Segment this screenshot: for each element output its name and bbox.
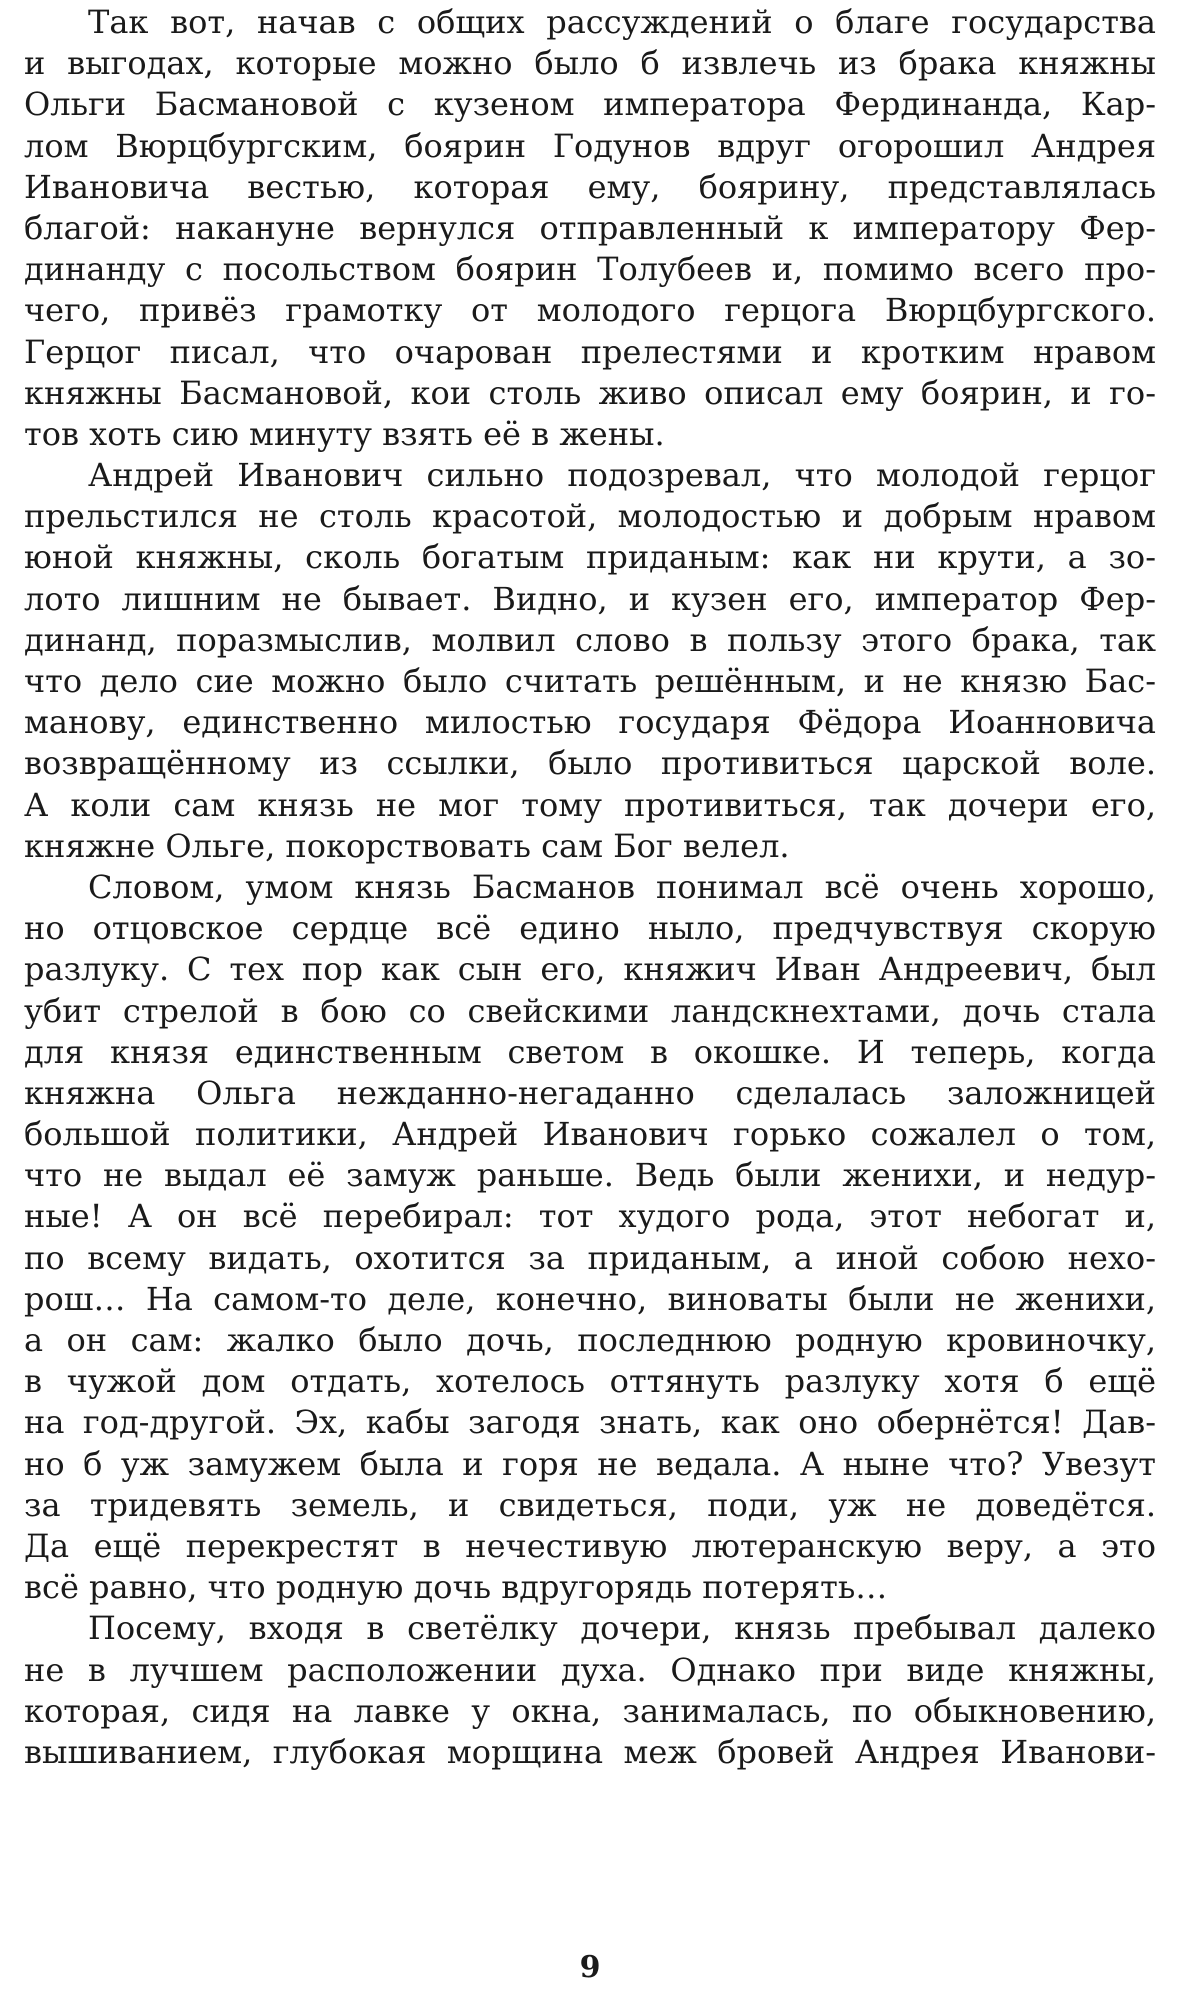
- text-line: и выгодах, которые можно было б извлечь из брака княжны: [24, 44, 1156, 83]
- text-line: Ольги Басмановой с кузеном императора Фердинанда, Кар-: [24, 85, 1156, 124]
- text-line: для князя единственным светом в окошке. И теперь, когда: [24, 1032, 1156, 1071]
- text-line: возвращённому из ссылки, было противиться царской воле.: [24, 744, 1156, 783]
- text-line: прельстился не столь красотой, молодостью и добрым нравом: [24, 497, 1156, 536]
- text-line: что дело сие можно было считать решённым, и не князю Бас-: [24, 662, 1156, 700]
- paragraph: [24, 2, 1156, 455]
- text-line: не в лучшем расположении духа. Однако при виде княжны,: [24, 1650, 1156, 1689]
- text-line: княжна Ольга нежданно-негаданно сделалась заложницей: [24, 1073, 1156, 1112]
- text-line: по всему видать, охотится за приданым, а иной собою нехо-: [24, 1238, 1156, 1277]
- text-line: тов хоть сию минуту взять её в жены.: [24, 414, 665, 453]
- text-line: но отцовское сердце всё едино ныло, предчувствуя скорую: [24, 909, 1156, 948]
- body-text: [24, 2, 1156, 1773]
- text-line: вышиванием, глубокая морщина меж бровей Андрея Иванови-: [24, 1732, 1156, 1771]
- text-line: благой: накануне вернулся отправленный к императору Фер-: [24, 208, 1156, 247]
- text-line: которая, сидя на лавке у окна, занималась, по обыкновению,: [24, 1691, 1156, 1730]
- text-line: Андрей Иванович сильно подозревал, что молодой герцог: [88, 456, 1156, 495]
- text-line: княжне Ольге, покорствовать сам Бог велел.: [24, 826, 790, 865]
- text-line: убит стрелой в бою со свейскими ландскнехтами, дочь стала: [24, 991, 1156, 1030]
- text-line: рош… На самом-то деле, конечно, виноваты были не женихи,: [24, 1279, 1156, 1318]
- text-line: ные! А он всё перебирал: тот худого рода, этот небогат и,: [24, 1197, 1156, 1236]
- text-line: Да ещё перекрестят в нечестивую лютеранскую веру, а это: [24, 1526, 1156, 1565]
- text-line: динанду с посольством боярин Толубеев и, помимо всего про-: [24, 250, 1156, 289]
- text-line: всё равно, что родную дочь вдругорядь потерять…: [24, 1568, 888, 1607]
- paragraph: [24, 1608, 1156, 1773]
- text-line: Словом, умом князь Басманов понимал всё очень хорошо,: [88, 867, 1156, 906]
- text-line: в чужой дом отдать, хотелось оттянуть разлуку хотя б ещё: [24, 1362, 1156, 1401]
- text-line: но б уж замужем была и горя не ведала. А ныне что? Увезут: [24, 1444, 1156, 1483]
- text-line: княжны Басмановой, кои столь живо описал ему боярин, и го-: [24, 373, 1156, 412]
- text-line: большой политики, Андрей Иванович горько сожалел о том,: [24, 1115, 1156, 1154]
- text-line: юной княжны, сколь богатым приданым: как ни крути, а зо-: [24, 538, 1156, 577]
- text-line: Ивановича вестью, которая ему, боярину, представлялась: [24, 167, 1156, 206]
- text-line: динанд, поразмыслив, молвил слово в пользу этого брака, так: [24, 620, 1156, 659]
- book-page: [24, 0, 1156, 2000]
- text-line: Герцог писал, что очарован прелестями и кротким нравом: [24, 332, 1156, 371]
- text-line: лом Вюрцбургским, боярин Годунов вдруг огорошил Андрея: [24, 126, 1156, 165]
- text-line: на год-другой. Эх, кабы загодя знать, как оно обернётся! Дав-: [24, 1403, 1156, 1442]
- page-number: 9: [579, 1950, 601, 1985]
- text-line: Посему, входя в светёлку дочери, князь пребывал далеко: [88, 1609, 1156, 1648]
- text-line: за тридевять земель, и свидеться, поди, уж не доведётся.: [24, 1485, 1156, 1524]
- paragraph: [24, 455, 1156, 867]
- text-line: манову, единственно милостью государя Фёдора Иоанновича: [24, 703, 1156, 742]
- text-line: а он сам: жалко было дочь, последнюю родную кровиночку,: [24, 1321, 1156, 1359]
- paragraph: [24, 867, 1156, 1608]
- text-line: разлуку. С тех пор как сын его, княжич Иван Андреевич, был: [24, 950, 1156, 989]
- text-line: Так вот, начав с общих рассуждений о благе государства: [88, 3, 1156, 41]
- text-line: что не выдал её замуж раньше. Ведь были женихи, и недур-: [24, 1156, 1156, 1195]
- text-line: чего, привёз грамотку от молодого герцога Вюрцбургского.: [24, 291, 1156, 330]
- text-line: А коли сам князь не мог тому противиться, так дочери его,: [24, 785, 1156, 824]
- text-line: лото лишним не бывает. Видно, и кузен его, император Фер-: [24, 579, 1156, 618]
